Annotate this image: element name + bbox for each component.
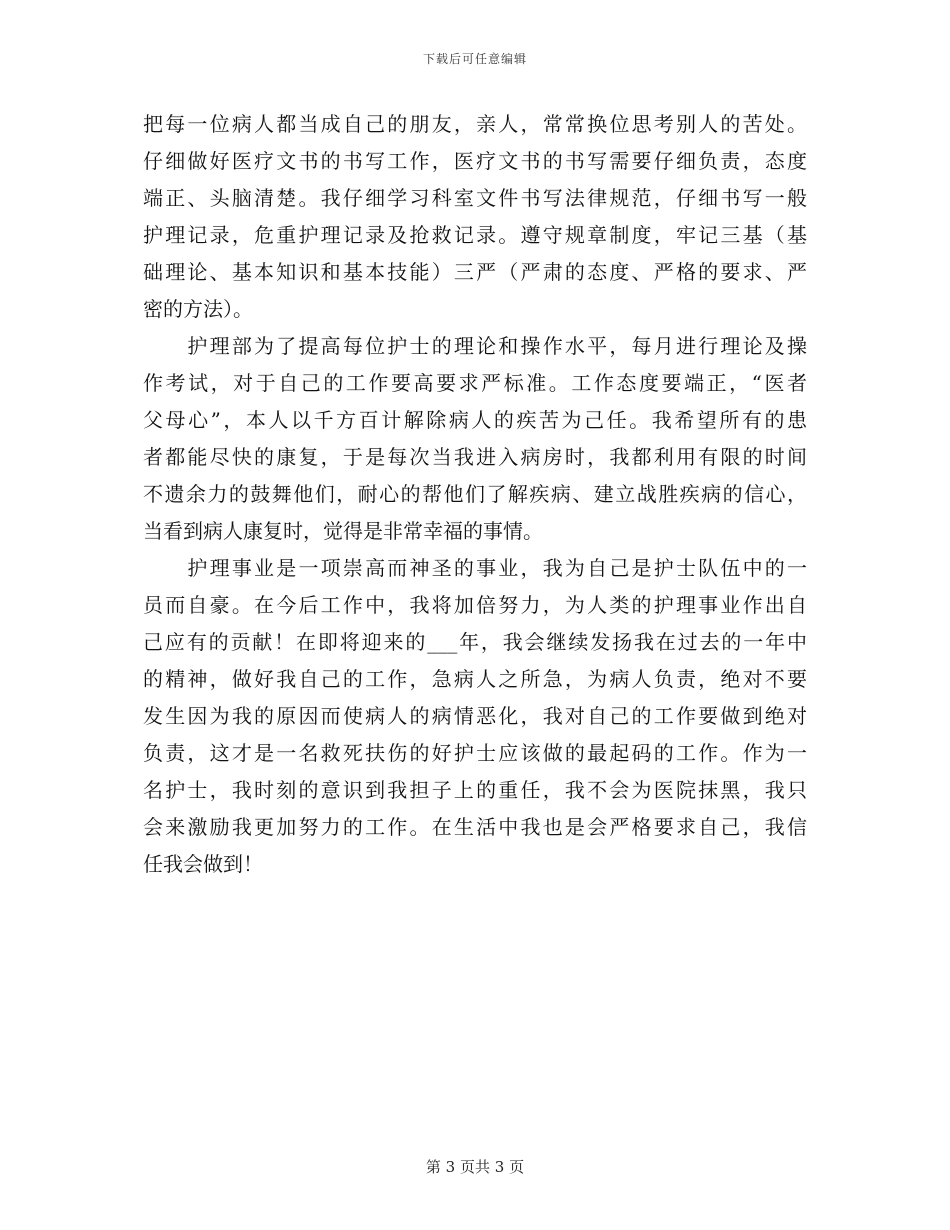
- text-line: 护理事业是一项崇高而神圣的事业，我为自己是护士队伍中的一: [143, 556, 807, 580]
- text-line: 的精神，做好我自己的工作，急病人之所急，为病人负责，绝对不要: [143, 667, 807, 691]
- text-line: 名护士，我时刻的意识到我担子上的重任，我不会为医院抹黑，我只: [143, 778, 807, 802]
- text-line: 端正、头脑清楚。我仔细学习科室文件书写法律规范，仔细书写一般: [143, 186, 807, 210]
- text-line: 作考试，对于自己的工作要高要求严标准。工作态度要端正，“医者: [143, 371, 807, 395]
- document-body: [143, 106, 807, 883]
- text-line: 仔细做好医疗文书的书写工作，医疗文书的书写需要仔细负责，态度: [143, 149, 807, 173]
- text-line: 己应有的贡献！在即将迎来的___年，我会继续发扬我在过去的一年中: [143, 630, 807, 654]
- text-line: 负责，这才是一名救死扶伤的好护士应该做的最起码的工作。作为一: [143, 741, 807, 765]
- page-number: 第 3 页共 3 页: [425, 1158, 525, 1176]
- text-line: 密的方法）。: [143, 297, 253, 321]
- text-line: 不遗余力的鼓舞他们，耐心的帮他们了解疾病、建立战胜疾病的信心，: [143, 482, 807, 506]
- text-line: 员而自豪。在今后工作中，我将加倍努力，为人类的护理事业作出自: [143, 593, 807, 617]
- text-line: 把每一位病人都当成自己的朋友，亲人，常常换位思考别人的苦处。: [143, 112, 807, 136]
- text-line: 护理部为了提高每位护士的理论和操作水平，每月进行理论及操: [143, 334, 807, 358]
- text-line: 任我会做到！: [143, 852, 263, 876]
- page-header: 下载后可任意编辑: [422, 52, 527, 66]
- text-line: 者都能尽快的康复，于是每次当我进入病房时，我都利用有限的时间: [143, 445, 807, 469]
- text-line: 础理论、基本知识和基本技能）三严（严肃的态度、严格的要求、严: [143, 260, 807, 284]
- text-line: 护理记录，危重护理记录及抢救记录。遵守规章制度，牢记三基（基: [143, 223, 807, 247]
- text-line: 发生因为我的原因而使病人的病情恶化，我对自己的工作要做到绝对: [143, 704, 807, 728]
- text-line: 会来激励我更加努力的工作。在生活中我也是会严格要求自己，我信: [143, 815, 807, 839]
- text-line: 当看到病人康复时，觉得是非常幸福的事情。: [143, 519, 543, 543]
- text-line: 父母心”，本人以千方百计解除病人的疾苦为己任。我希望所有的患: [143, 408, 807, 432]
